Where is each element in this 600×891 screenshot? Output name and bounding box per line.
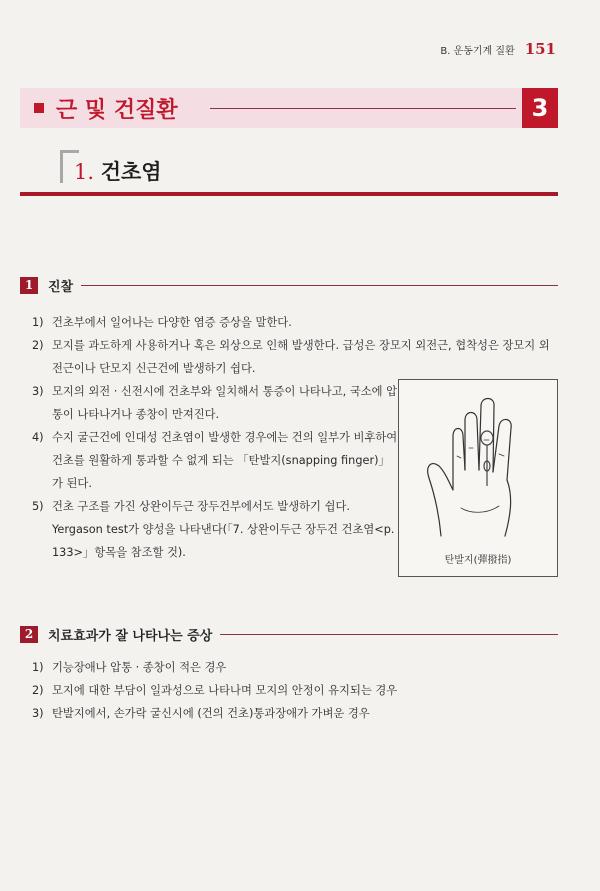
list-item: 1) 건초부에서 일어나는 다양한 염증 증상을 말한다. [32, 316, 292, 329]
list-item: 1) 기능장애나 압통 · 종창이 적은 경우 [32, 661, 227, 674]
chapter-banner [20, 88, 558, 128]
section-number: 1. [74, 160, 95, 184]
section-title-text: 건초염 [100, 160, 162, 184]
chapter-bullet-icon [34, 103, 44, 113]
list-item: 5) 건초 구조를 가진 상완이두근 장두건부에서도 발생하기 쉽다. Yergason test가 양성을 나타낸다(「7. 상완이두근 장두건 건초염<p. 133>」항목을 참조할 것). [32, 500, 395, 559]
subsection-title: 치료효과가 잘 나타나는 증상 [48, 629, 213, 644]
list-item: 3) 탄발지에서, 손가락 굴신시에 (건의 건초)통과장애가 가벼운 경우 [32, 707, 370, 720]
section-title [74, 156, 162, 186]
subsection-header-effective-symptoms [20, 625, 558, 644]
chapter-rule [210, 108, 516, 109]
subsection-title: 진찰 [48, 280, 74, 295]
chapter-number: 3 [522, 88, 558, 128]
running-header [440, 40, 556, 58]
subsection-number: 2 [20, 626, 38, 643]
list-item: 2) 모지에 대한 부담이 일과성으로 나타나며 모지의 안정이 유지되는 경우 [32, 684, 398, 697]
figure-snapping-finger [398, 379, 558, 577]
subsection-header-exam [20, 276, 558, 295]
hand-illustration-icon [421, 396, 535, 542]
subsection-number: 1 [20, 277, 38, 294]
effective-symptoms-list [32, 656, 558, 725]
subsection-rule [81, 285, 558, 286]
page-number: 151 [524, 40, 556, 58]
running-header-section: B. 운동기계 질환 [440, 46, 515, 57]
section-rule [20, 192, 558, 196]
figure-caption: 탄발지(彈撥指) [444, 555, 512, 566]
list-item: 2) 모지를 과도하게 사용하거나 혹은 외상으로 인해 발생한다. 급성은 장모지 외전근, 협착성은 장모지 외전근이나 단모지 신근건에 발생하기 쉽다. [32, 339, 550, 375]
chapter-title: 근 및 건질환 [56, 98, 178, 123]
list-item: 4) 수지 굴근건에 인대성 건초염이 발생한 경우에는 건의 일부가 비후하여 건초를 원활하게 통과할 수 없게 되는 「탄발지(snapping finger)」가 된다. [32, 431, 398, 490]
list-item: 3) 모지의 외전 · 신전시에 건초부와 일치해서 통증이 나타나고, 국소에 압통이 나타나거나 종창이 만져진다. [32, 385, 398, 421]
subsection-rule [220, 634, 558, 635]
